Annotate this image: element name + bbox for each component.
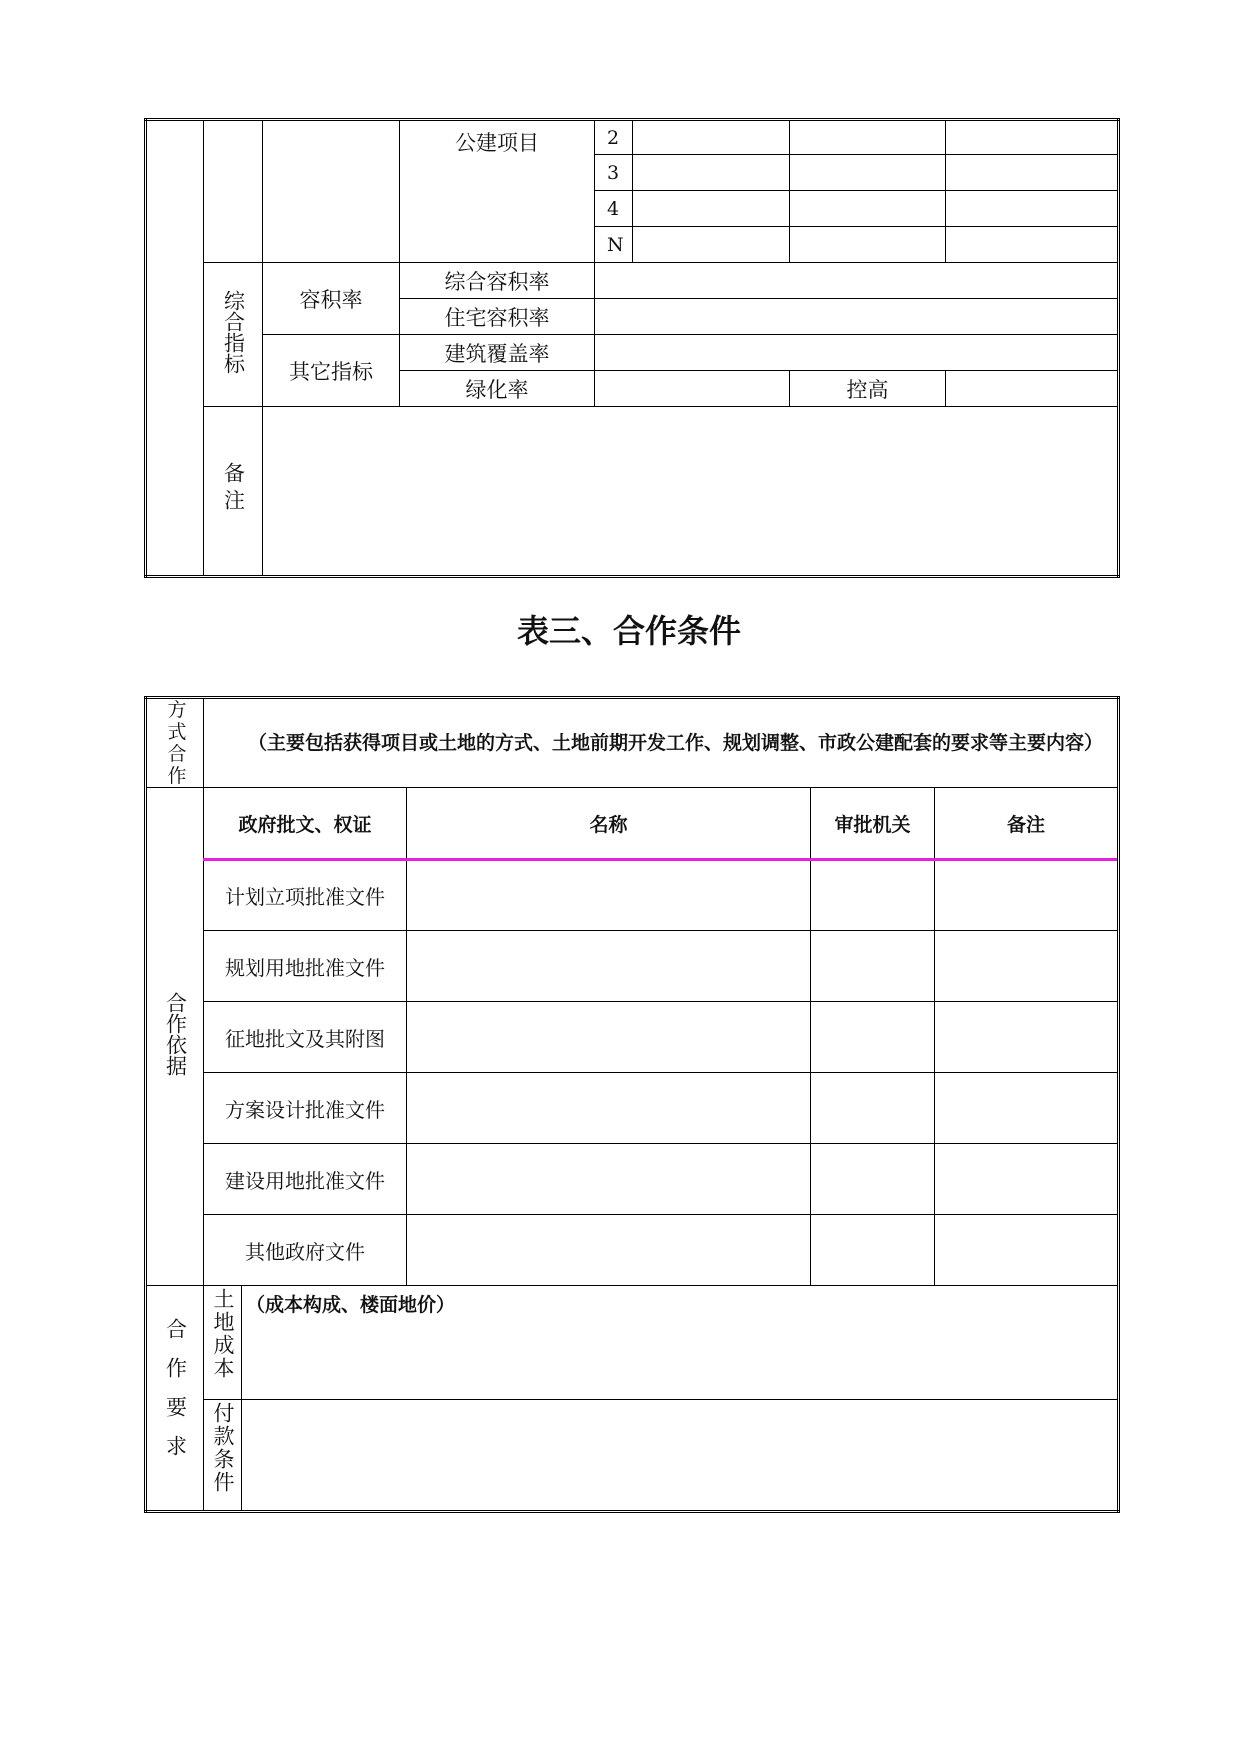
composite-plot-ratio-label: 综合容积率 <box>400 263 595 299</box>
cooperation-mode-cell <box>146 698 204 788</box>
input-cell[interactable] <box>790 191 946 227</box>
building-coverage-label: 建筑覆盖率 <box>400 335 595 371</box>
composite-indicators-label: 综合指标 <box>221 290 246 374</box>
basis-cell <box>146 788 204 1286</box>
input-cell[interactable] <box>407 1002 811 1073</box>
height-control-label: 控高 <box>790 371 946 407</box>
header-name: 名称 <box>407 788 811 860</box>
row-number: 3 <box>595 155 633 191</box>
input-cell[interactable] <box>935 860 1119 931</box>
input-cell[interactable] <box>811 1144 935 1215</box>
input-cell[interactable] <box>811 1215 935 1286</box>
document-label: 其他政府文件 <box>204 1215 407 1286</box>
row-number: 4 <box>595 191 633 227</box>
input-cell[interactable] <box>935 1002 1119 1073</box>
row-number: 2 <box>595 120 633 155</box>
other-indicators-label: 其它指标 <box>263 335 400 407</box>
header-doc: 政府批文、权证 <box>204 788 407 860</box>
input-cell[interactable] <box>633 191 790 227</box>
input-cell[interactable] <box>407 931 811 1002</box>
input-cell[interactable] <box>595 335 1119 371</box>
input-cell[interactable] <box>946 371 1119 407</box>
green-rate-label: 绿化率 <box>400 371 595 407</box>
indicator-table <box>144 118 1120 578</box>
input-cell[interactable] <box>946 227 1119 263</box>
row-number: N <box>595 227 633 263</box>
document-label: 征地批文及其附图 <box>204 1002 407 1073</box>
input-cell[interactable] <box>946 120 1119 155</box>
document-label: 规划用地批准文件 <box>204 931 407 1002</box>
requirements-label: 合作要求 <box>163 1317 188 1474</box>
input-cell[interactable] <box>811 1073 935 1144</box>
input-cell[interactable] <box>407 1215 811 1286</box>
section-title: 表三、合作条件 <box>516 612 741 650</box>
input-cell[interactable] <box>595 371 790 407</box>
header-authority: 审批机关 <box>811 788 935 860</box>
requirements-cell <box>146 1286 204 1512</box>
composite-indicators-cell <box>204 263 263 407</box>
land-cost-description[interactable]: （成本构成、楼面地价） <box>242 1286 1119 1400</box>
residential-plot-ratio-label: 住宅容积率 <box>400 299 595 335</box>
empty-cell <box>263 120 400 263</box>
input-cell[interactable] <box>407 1144 811 1215</box>
input-cell[interactable] <box>935 1144 1119 1215</box>
cooperation-mode-label: 方式合作 <box>167 699 195 787</box>
basis-label: 合作依据 <box>163 992 188 1076</box>
input-cell[interactable] <box>935 931 1119 1002</box>
document-label: 建设用地批准文件 <box>204 1144 407 1215</box>
cooperation-mode-description[interactable]: （主要包括获得项目或土地的方式、土地前期开发工作、规划调整、市政公建配套的要求等主要内容） <box>204 698 1119 788</box>
input-cell[interactable] <box>407 1073 811 1144</box>
cooperation-table <box>144 696 1120 1513</box>
document-label: 方案设计批准文件 <box>204 1073 407 1144</box>
land-cost-label: 土地成本 <box>211 1288 235 1380</box>
input-cell[interactable] <box>790 155 946 191</box>
input-cell[interactable] <box>790 227 946 263</box>
input-cell[interactable] <box>811 931 935 1002</box>
input-cell[interactable] <box>811 1002 935 1073</box>
remarks-input[interactable] <box>263 407 1119 577</box>
input-cell[interactable] <box>595 299 1119 335</box>
empty-cell <box>204 120 263 263</box>
public-projects-label: 公建项目 <box>400 120 595 263</box>
input-cell[interactable] <box>790 120 946 155</box>
input-cell[interactable] <box>946 191 1119 227</box>
input-cell[interactable] <box>633 155 790 191</box>
input-cell[interactable] <box>811 860 935 931</box>
remarks-cell <box>204 407 263 577</box>
payment-terms-label: 付款条件 <box>211 1402 235 1494</box>
input-cell[interactable] <box>935 1073 1119 1144</box>
input-cell[interactable] <box>595 263 1119 299</box>
input-cell[interactable] <box>407 860 811 931</box>
input-cell[interactable] <box>633 120 790 155</box>
input-cell[interactable] <box>946 155 1119 191</box>
outer-column-cell <box>146 120 204 577</box>
payment-terms-cell <box>204 1400 242 1512</box>
input-cell[interactable] <box>935 1215 1119 1286</box>
plot-ratio-label: 容积率 <box>263 263 400 335</box>
header-remarks: 备注 <box>935 788 1119 860</box>
land-cost-cell <box>204 1286 242 1400</box>
remarks-label: 备注 <box>221 461 246 516</box>
document-label: 计划立项批准文件 <box>204 860 407 931</box>
payment-terms-input[interactable] <box>242 1400 1119 1512</box>
input-cell[interactable] <box>633 227 790 263</box>
